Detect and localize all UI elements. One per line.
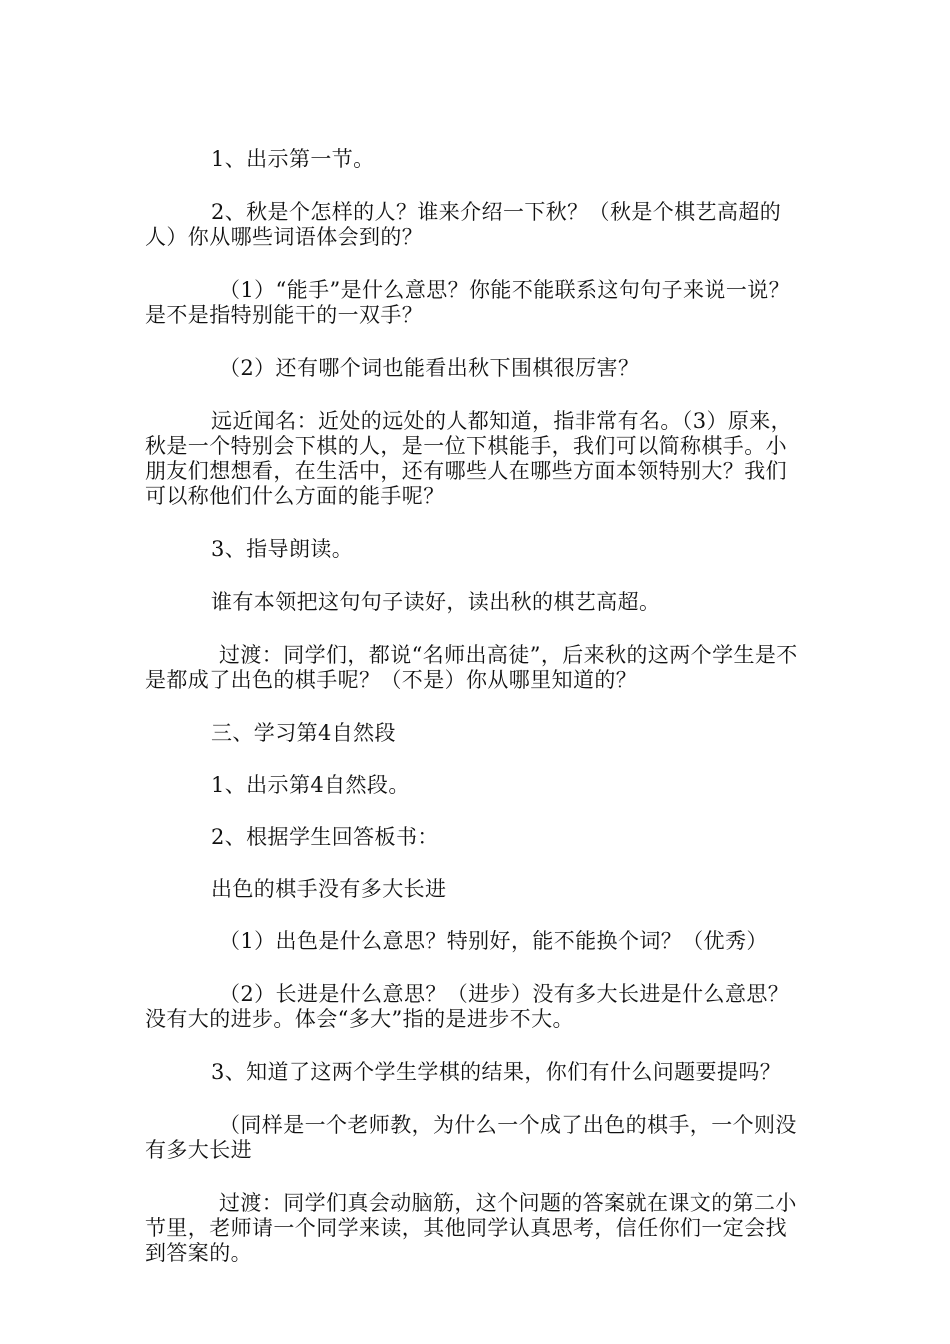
document-body <box>145 147 805 1294</box>
paragraph-7: 谁有本领把这句句子读好，读出秋的棋艺高超。 <box>211 590 661 614</box>
paragraph-15: 3、知道了这两个学生学棋的结果，你们有什么问题要提吗？ <box>211 1060 782 1084</box>
paragraph-6: 3、指导朗读。 <box>211 537 354 561</box>
paragraph-17: 过渡：同学们真会动脑筋，这个问题的答案就在课文的第二小节里，老师请一个同学来读，其他同学认真思考，信任你们一定会找到答案的。 <box>145 1191 797 1265</box>
paragraph-5: 远近闻名：近处的远处的人都知道，指非常有名。（3）原来，秋是一个特别会下棋的人，是一位下棋能手，我们可以简称棋手。小朋友们想想看，在生活中，还有哪些人在哪些方面本领特别大？我们可以称他们什么方面的能手呢？ <box>145 409 793 508</box>
paragraph-12: 出色的棋手没有多大长进 <box>211 877 447 901</box>
paragraph-14: （2）长进是什么意思？（进步）没有多大长进是什么意思？没有大的进步。体会“多大”指的是进步不大。 <box>145 982 790 1031</box>
paragraph-2: 2、秋是个怎样的人？谁来介绍一下秋？（秋是个棋艺高超的人）你从哪些词语体会到的？ <box>145 200 782 249</box>
paragraph-4: （2）还有哪个词也能看出秋下围棋很厉害？ <box>219 356 640 380</box>
paragraph-1: 1、出示第一节。 <box>211 147 375 171</box>
paragraph-9: 三、学习第4自然段 <box>211 721 396 745</box>
paragraph-3: （1）“能手”是什么意思？你能不能联系这句句子来说一说？是不是指特别能干的一双手？ <box>145 278 791 327</box>
paragraph-16: （同样是一个老师教，为什么一个成了出色的棋手，一个则没有多大长进 <box>145 1113 797 1162</box>
paragraph-10: 1、出示第4自然段。 <box>211 773 410 797</box>
paragraph-8: 过渡：同学们，都说“名师出高徒”，后来秋的这两个学生是不是都成了出色的棋手呢？（不是）你从哪里知道的？ <box>145 643 798 692</box>
paragraph-13: （1）出色是什么意思？特别好，能不能换个词？（优秀） <box>219 929 768 953</box>
paragraph-11: 2、根据学生回答板书： <box>211 825 439 849</box>
